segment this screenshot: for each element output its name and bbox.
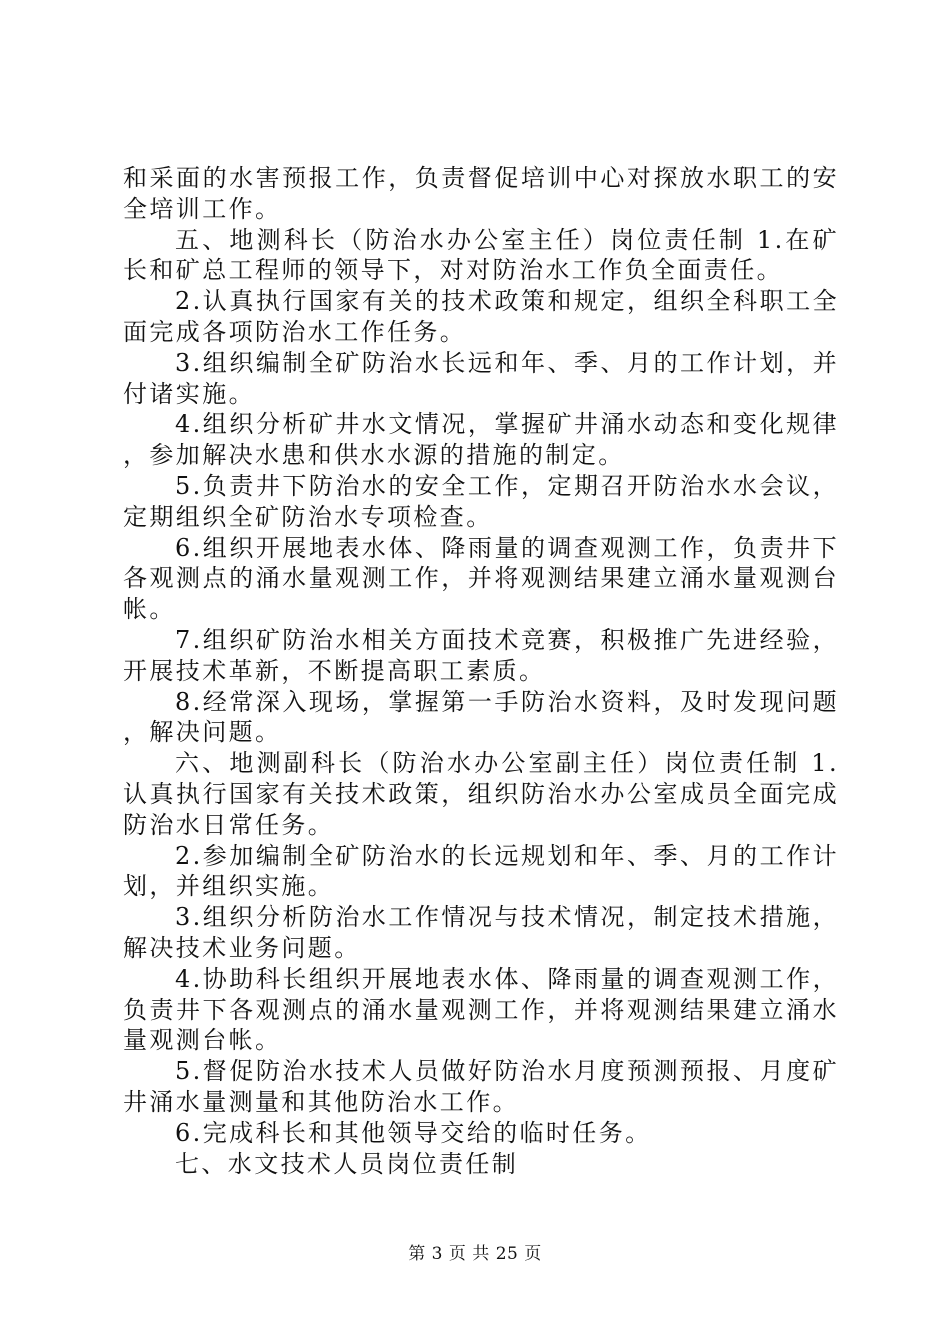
paragraph-item: 7.组织矿防治水相关方面技术竞赛，积极推广先进经验，开展技术革新，不断提高职工素质。: [123, 625, 839, 685]
paragraph-item: 2.参加编制全矿防治水的长远规划和年、季、月的工作计划，并组织实施。: [123, 841, 839, 901]
paragraph-item: 4.协助科长组织开展地表水体、降雨量的调查观测工作，负责井下各观测点的涌水量观测工作，并将观测结果建立涌水量观测台帐。: [123, 964, 839, 1055]
paragraph-section-seven-heading: 七、水文技术人员岗位责任制: [175, 1149, 519, 1178]
paragraph-item: 3.组织分析防治水工作情况与技术情况，制定技术措施，解决技术业务问题。: [123, 903, 839, 962]
paragraph-section-five-heading: 五、地测科长（防治水办公室主任）岗位责任制 1.在矿长和矿总工程师的领导下，对对防治水工作负全面责任。: [123, 225, 839, 285]
paragraph-continuation: 和采面的水害预报工作，负责督促培训中心对探放水职工的安全培训工作。: [123, 164, 839, 223]
paragraph-item: 2.认真执行国家有关的技术政策和规定，组织全科职工全面完成各项防治水工作任务。: [123, 287, 839, 346]
paragraph-item: 8.经常深入现场，掌握第一手防治水资料，及时发现问题，解决问题。: [123, 687, 839, 747]
page-number-footer: 第 3 页 共 25 页: [408, 1244, 542, 1264]
paragraph-item: 6.组织开展地表水体、降雨量的调查观测工作，负责井下各观测点的涌水量观测工作，并将观测结果建立涌水量观测台帐。: [123, 533, 839, 624]
paragraph-item: 5.负责井下防治水的安全工作，定期召开防治水水会议，定期组织全矿防治水专项检查。: [123, 471, 839, 531]
paragraph-section-six-heading: 六、地测副科长（防治水办公室副主任）岗位责任制 1.认真执行国家有关技术政策，组织防治水办公室成员全面完成防治水日常任务。: [123, 749, 839, 839]
document-body: [123, 163, 839, 1179]
paragraph-item: 6.完成科长和其他领导交给的临时任务。: [175, 1118, 652, 1147]
paragraph-item: 5.督促防治水技术人员做好防治水月度预测预报、月度矿井涌水量测量和其他防治水工作。: [123, 1057, 839, 1116]
paragraph-item: 3.组织编制全矿防治水长远和年、季、月的工作计划，并付诸实施。: [123, 348, 839, 408]
paragraph-item: 4.组织分析矿井水文情况，掌握矿井涌水动态和变化规律，参加解决水患和供水水源的措施的制定。: [123, 410, 839, 470]
